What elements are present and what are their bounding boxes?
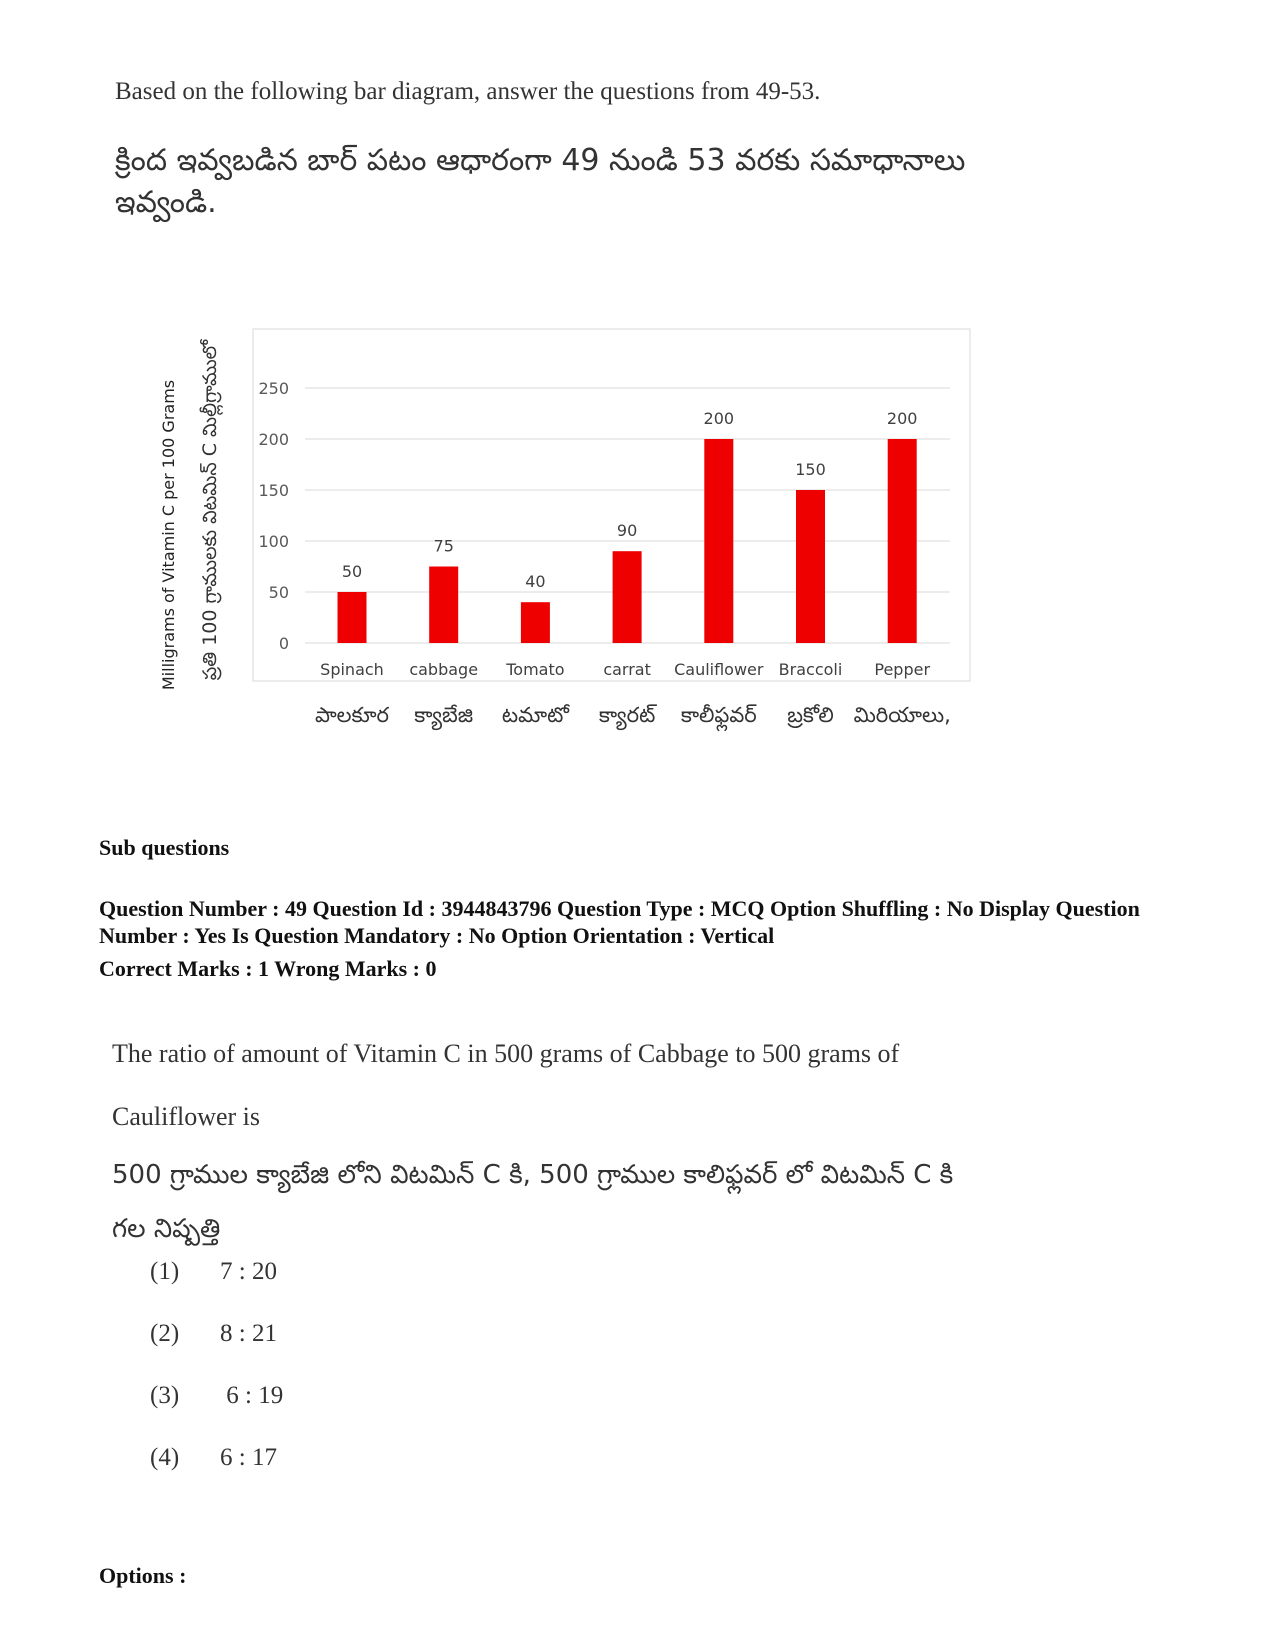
bar <box>704 439 733 643</box>
bar <box>521 602 550 643</box>
chart-svg <box>150 320 1050 770</box>
x-tick-label: carrat <box>603 660 651 679</box>
bar <box>888 439 917 643</box>
vitamin-c-bar-chart <box>150 320 1050 770</box>
question-telugu-line1: 500 గ్రాముల క్యాబేజి లోని విటమిన్ C కి, 500 గ్రాముల కాలిఫ్లవర్ లో విటమిన్ C కి <box>112 1160 954 1190</box>
data-label: 90 <box>616 521 638 541</box>
x-tick-label-telugu: టమాటో <box>501 703 569 727</box>
x-tick-label: Spinach <box>320 660 384 679</box>
option-number: (3) <box>150 1382 180 1409</box>
option-number: (2) <box>150 1320 180 1347</box>
data-label: 75 <box>433 536 454 556</box>
bar <box>796 490 825 643</box>
sub-questions-heading: Sub questions <box>99 835 230 860</box>
y-axis-label-telugu: ప్రతి 100 గ్రాములకు విటమిన్ C మిల్లీగ్రాములో <box>199 339 221 681</box>
question-english-line2: Cauliflower is <box>112 1102 261 1131</box>
question-english <box>112 1022 1012 1148</box>
option-text: 6 : 17 <box>220 1444 277 1471</box>
option-text: 8 : 21 <box>220 1320 277 1347</box>
option-text: 6 : 19 <box>220 1382 284 1409</box>
x-tick-label: cabbage <box>409 660 479 679</box>
bar <box>613 551 642 643</box>
options-heading: Options : <box>99 1563 187 1588</box>
data-label: 40 <box>525 572 546 592</box>
y-tick-label: 200 <box>258 430 289 449</box>
data-label: 200 <box>886 409 918 428</box>
x-tick-label-telugu: క్యారట్ <box>598 703 656 727</box>
y-tick-label: 250 <box>258 379 289 398</box>
option-1[interactable] <box>150 1258 283 1320</box>
x-tick-label: Pepper <box>874 660 931 679</box>
option-number: (1) <box>150 1258 180 1285</box>
y-tick-label: 50 <box>268 583 289 602</box>
intro-telugu: క్రింద ఇవ్వబడిన బార్ పటం ఆధారంగా 49 నుండి 53 వరకు సమాధానాలు ఇవ్వండి. <box>115 143 966 220</box>
option-4[interactable] <box>150 1444 283 1506</box>
y-tick-label: 0 <box>278 634 289 653</box>
data-label: 200 <box>703 409 735 428</box>
x-tick-label: Tomato <box>506 660 565 679</box>
x-tick-label: Cauliflower <box>674 660 764 679</box>
x-tick-label-telugu: బ్రకోలి <box>787 703 834 727</box>
x-tick-label-telugu: మిరియాలు, <box>853 703 951 727</box>
question-marks: Correct Marks : 1 Wrong Marks : 0 <box>99 956 437 981</box>
option-2[interactable] <box>150 1320 283 1382</box>
x-tick-label: Braccoli <box>778 660 843 679</box>
bar <box>338 592 367 643</box>
data-label: 50 <box>341 562 363 581</box>
data-label: 150 <box>795 460 826 479</box>
y-tick-label: 100 <box>258 532 289 551</box>
option-3[interactable] <box>150 1382 283 1444</box>
x-tick-label-telugu: కాలీఫ్లవర్ <box>680 703 757 727</box>
y-axis-label: Milligrams of Vitamin C per 100 Grams <box>159 379 178 691</box>
question-english-line1: The ratio of amount of Vitamin C in 500 grams of Cabbage to 500 grams of <box>112 1039 900 1068</box>
y-tick-label: 150 <box>258 481 289 500</box>
option-text: 7 : 20 <box>220 1258 277 1285</box>
bar <box>429 567 458 644</box>
intro-english: Based on the following bar diagram, answer the questions from 49-53. <box>115 78 821 105</box>
option-number: (4) <box>150 1444 180 1471</box>
x-tick-label-telugu: పాలకూర <box>315 703 389 727</box>
question-telugu <box>112 1148 1072 1256</box>
x-tick-label-telugu: క్యాబేజి <box>414 703 474 727</box>
option-list <box>150 1258 283 1506</box>
question-meta: Question Number : 49 Question Id : 3944843796 Question Type : MCQ Option Shuffling : No Display Question Number : Yes Is Question Mandatory : No Option Orientation : Vertical <box>99 896 1140 948</box>
question-telugu-line2: గల నిష్పత్తి <box>112 1214 221 1244</box>
